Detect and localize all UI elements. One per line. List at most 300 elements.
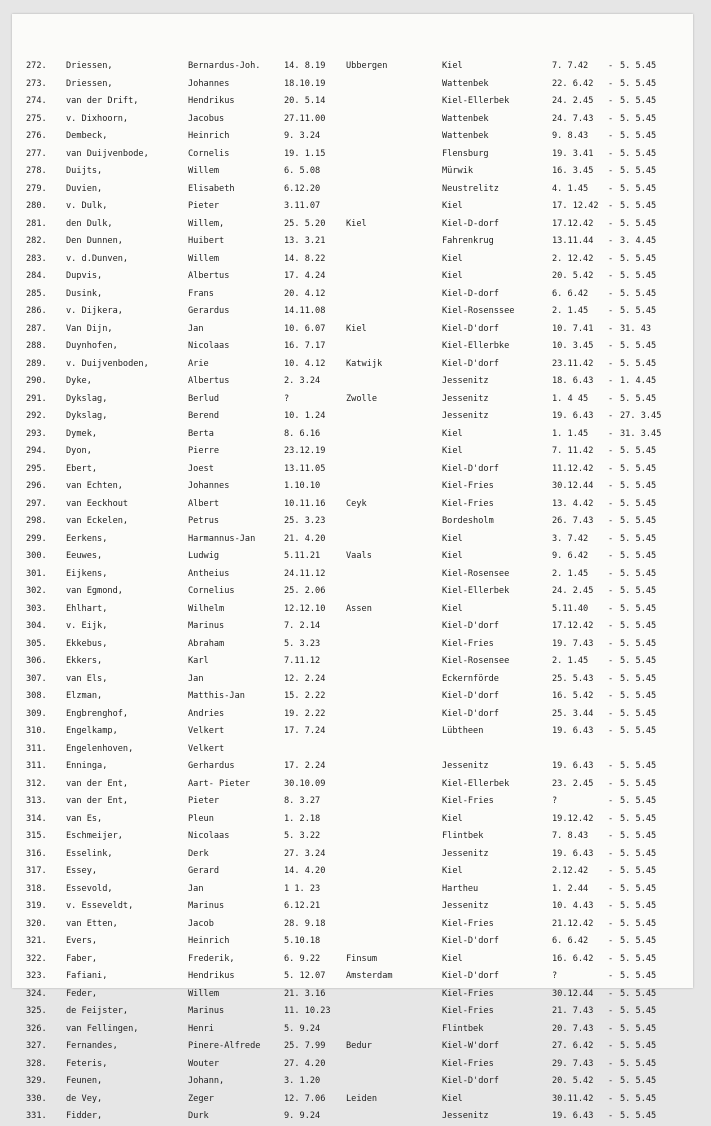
date-to: 5. 5.45	[620, 61, 657, 71]
birth-date: 5. 9.24	[284, 1023, 321, 1034]
surname: Evers,	[66, 936, 98, 946]
surname: van der Drift,	[66, 96, 139, 106]
surname: Engelenhoven,	[66, 743, 134, 754]
date-from: 2. 1.45	[552, 656, 589, 666]
row-number: 303.	[26, 603, 47, 614]
birth-date: 14. 4.20	[284, 866, 326, 876]
table-row	[12, 776, 693, 794]
range-separator: -	[608, 271, 614, 281]
birth-date: 9. 9.24	[284, 1111, 321, 1121]
date-from: 22. 6.42	[552, 78, 594, 89]
date-to: 5. 5.45	[620, 1093, 657, 1104]
camp-location: Kiel-Fries	[442, 498, 494, 509]
date-from: ?	[552, 971, 558, 981]
date-to: 5. 5.45	[620, 1058, 657, 1069]
range-separator: -	[608, 1041, 614, 1051]
date-to: 5. 5.45	[620, 341, 657, 351]
date-to: 5. 5.45	[620, 778, 657, 789]
birth-date: 1. 2.18	[284, 813, 321, 824]
camp-location: Kiel-D'dorf	[442, 323, 499, 334]
date-from: 7. 7.42	[552, 61, 589, 71]
date-to: 5. 5.45	[620, 516, 657, 526]
birthplace: Bedur	[346, 1041, 372, 1051]
date-to: 5. 5.45	[620, 1023, 657, 1034]
range-separator: -	[608, 1076, 614, 1086]
given-name: Hendrikus	[188, 96, 235, 106]
birth-date: 2. 3.24	[284, 376, 321, 386]
table-row	[12, 636, 693, 654]
camp-location: Kiel-Fries	[442, 638, 494, 649]
surname: van Fellingen,	[66, 1023, 139, 1034]
date-from: 3. 7.42	[552, 533, 589, 544]
date-to: 5. 5.45	[620, 831, 657, 841]
surname: v. Eijk,	[66, 621, 108, 631]
birth-date: 6. 5.08	[284, 166, 321, 176]
camp-location: Jessenitz	[442, 376, 489, 386]
surname: van Duijvenbode,	[66, 148, 149, 159]
given-name: Johann,	[188, 1076, 225, 1086]
row-number: 313.	[26, 796, 47, 806]
row-number: 306.	[26, 656, 47, 666]
table-row	[12, 1108, 693, 1126]
date-to: 5. 5.45	[620, 288, 657, 299]
date-from: 24. 2.45	[552, 96, 594, 106]
range-separator: -	[608, 831, 614, 841]
surname: Feunen,	[66, 1076, 103, 1086]
birth-date: 10.11.16	[284, 498, 326, 509]
range-separator: -	[608, 306, 614, 316]
surname: van der Ent,	[66, 778, 129, 789]
date-to: 5. 5.45	[620, 201, 657, 211]
given-name: Albertus	[188, 271, 230, 281]
row-number: 307.	[26, 673, 47, 684]
birth-date: 27. 3.24	[284, 848, 326, 859]
row-number: 296.	[26, 481, 47, 491]
table-row	[12, 198, 693, 216]
date-to: 5. 5.45	[620, 691, 657, 701]
birthplace: Leiden	[346, 1093, 378, 1104]
range-separator: -	[608, 1006, 614, 1016]
birth-date: 10. 1.24	[284, 411, 326, 421]
row-number: 289.	[26, 358, 47, 369]
date-from: 2. 12.42	[552, 253, 594, 264]
range-separator: -	[608, 656, 614, 666]
table-row	[12, 408, 693, 426]
table-row	[12, 583, 693, 601]
date-from: 5.11.40	[552, 603, 589, 614]
given-name: Velkert	[188, 726, 225, 736]
row-number: 322.	[26, 953, 47, 964]
range-separator: -	[608, 428, 614, 439]
row-number: 283.	[26, 253, 47, 264]
given-name: Huibert	[188, 236, 225, 246]
given-name: Nicolaas	[188, 341, 230, 351]
date-from: 1. 4 45	[552, 393, 589, 404]
given-name: Antheius	[188, 568, 230, 579]
range-separator: -	[608, 393, 614, 404]
table-row	[12, 723, 693, 741]
birth-date: 13.11.05	[284, 463, 326, 474]
table-row	[12, 916, 693, 934]
table-row	[12, 968, 693, 986]
date-to: 5. 5.45	[620, 848, 657, 859]
range-separator: -	[608, 953, 614, 964]
row-number: 328.	[26, 1058, 47, 1069]
row-number: 310.	[26, 726, 47, 736]
birth-date: 20. 5.14	[284, 96, 326, 106]
surname: Den Dunnen,	[66, 236, 123, 246]
table-row	[12, 321, 693, 339]
date-from: 9. 8.43	[552, 131, 589, 141]
table-row	[12, 513, 693, 531]
surname: Essey,	[66, 866, 98, 876]
date-to: 5. 5.45	[620, 936, 657, 946]
birth-date: 25. 2.06	[284, 586, 326, 596]
birthplace: Amsterdam	[346, 971, 393, 981]
date-from: 26. 7.43	[552, 516, 594, 526]
birth-date: 6.12.21	[284, 901, 321, 911]
surname: van Eeckhout	[66, 498, 129, 509]
birth-date: 21. 3.16	[284, 988, 326, 999]
date-from: 19. 6.43	[552, 726, 594, 736]
table-row	[12, 618, 693, 636]
birthplace: Zwolle	[346, 393, 378, 404]
row-number: 280.	[26, 201, 47, 211]
camp-location: Kiel-Ellerbke	[442, 341, 510, 351]
given-name: Willem,	[188, 218, 225, 229]
table-row	[12, 478, 693, 496]
date-from: 23. 2.45	[552, 778, 594, 789]
date-from: 10. 4.43	[552, 901, 594, 911]
surname: Dykslag,	[66, 393, 108, 404]
birth-date: 6. 9.22	[284, 953, 321, 964]
range-separator: -	[608, 568, 614, 579]
camp-location: Fahrenkrug	[442, 236, 494, 246]
birth-date: 14. 8.19	[284, 61, 326, 71]
row-number: 319.	[26, 901, 47, 911]
camp-location: Kiel	[442, 813, 463, 824]
given-name: Karl	[188, 656, 209, 666]
surname: Ekkebus,	[66, 638, 108, 649]
date-from: 20. 5.42	[552, 1076, 594, 1086]
range-separator: -	[608, 323, 614, 334]
camp-location: Jessenitz	[442, 1111, 489, 1121]
date-from: 2. 1.45	[552, 306, 589, 316]
surname: van Echten,	[66, 481, 123, 491]
date-to: 5. 5.45	[620, 96, 657, 106]
date-from: 1. 1.45	[552, 428, 589, 439]
range-separator: -	[608, 883, 614, 894]
row-number: 299.	[26, 533, 47, 544]
birth-date: 14.11.08	[284, 306, 326, 316]
surname: v. d.Dunven,	[66, 253, 129, 264]
table-row	[12, 286, 693, 304]
row-number: 317.	[26, 866, 47, 876]
camp-location: Kiel-D'dorf	[442, 463, 499, 474]
date-from: 21.12.42	[552, 918, 594, 929]
surname: Dyon,	[66, 446, 92, 456]
table-row	[12, 1073, 693, 1091]
date-to: 5. 5.45	[620, 481, 657, 491]
row-number: 291.	[26, 393, 47, 404]
table-row	[12, 93, 693, 111]
date-from: 29. 7.43	[552, 1058, 594, 1069]
table-row	[12, 566, 693, 584]
given-name: Willem	[188, 166, 220, 176]
surname: Van Dijn,	[66, 323, 113, 334]
table-row	[12, 828, 693, 846]
table-row	[12, 426, 693, 444]
table-row	[12, 163, 693, 181]
row-number: 311.	[26, 743, 47, 754]
date-to: 5. 5.45	[620, 253, 657, 264]
birth-date: 25. 5.20	[284, 218, 326, 229]
surname: Eschmeijer,	[66, 831, 123, 841]
row-number: 314.	[26, 813, 47, 824]
date-to: 5. 5.45	[620, 796, 657, 806]
given-name: Heinrich	[188, 936, 230, 946]
row-number: 311.	[26, 761, 47, 771]
given-name: Pinere-Alfrede	[188, 1041, 261, 1051]
table-row	[12, 548, 693, 566]
given-name: Marinus	[188, 621, 225, 631]
date-from: 19.12.42	[552, 813, 594, 824]
table-row	[12, 338, 693, 356]
birth-date: 10. 6.07	[284, 323, 326, 334]
table-row	[12, 356, 693, 374]
range-separator: -	[608, 201, 614, 211]
date-to: 5. 5.45	[620, 1076, 657, 1086]
table-row	[12, 793, 693, 811]
given-name: Hendrikus	[188, 971, 235, 981]
birth-date: 30.10.09	[284, 778, 326, 789]
birth-date: 12. 7.06	[284, 1093, 326, 1104]
surname: v. Dulk,	[66, 201, 108, 211]
given-name: Andries	[188, 708, 225, 719]
date-to: 5. 5.45	[620, 148, 657, 159]
date-to: 5. 5.45	[620, 901, 657, 911]
range-separator: -	[608, 638, 614, 649]
birth-date: 7.11.12	[284, 656, 321, 666]
range-separator: -	[608, 726, 614, 736]
birth-date: 18.10.19	[284, 78, 326, 89]
birth-date: 7. 2.14	[284, 621, 321, 631]
row-number: 277.	[26, 148, 47, 159]
date-from: 11.12.42	[552, 463, 594, 474]
range-separator: -	[608, 586, 614, 596]
table-row	[12, 251, 693, 269]
table-row	[12, 811, 693, 829]
camp-location: Kiel	[442, 428, 463, 439]
camp-location: Kiel-Rosenssee	[442, 306, 515, 316]
birth-date: 20. 4.12	[284, 288, 326, 299]
row-number: 324.	[26, 988, 47, 999]
row-number: 286.	[26, 306, 47, 316]
given-name: Harmannus-Jan	[188, 533, 256, 544]
birthplace: Kiel	[346, 218, 367, 229]
date-to: 5. 5.45	[620, 78, 657, 89]
date-to: 27. 3.45	[620, 411, 662, 421]
surname: v. Duijvenboden,	[66, 358, 149, 369]
given-name: Marinus	[188, 901, 225, 911]
row-number: 305.	[26, 638, 47, 649]
given-name: Gerhardus	[188, 761, 235, 771]
range-separator: -	[608, 936, 614, 946]
date-to: 5. 5.45	[620, 218, 657, 229]
row-number: 300.	[26, 551, 47, 561]
birth-date: 27.11.00	[284, 113, 326, 124]
date-from: 10. 3.45	[552, 341, 594, 351]
camp-location: Kiel-W'dorf	[442, 1041, 499, 1051]
camp-location: Kiel	[442, 446, 463, 456]
given-name: Berend	[188, 411, 220, 421]
range-separator: -	[608, 218, 614, 229]
birth-date: 5. 12.07	[284, 971, 326, 981]
birth-date: 8. 6.16	[284, 428, 321, 439]
given-name: Derk	[188, 848, 209, 859]
given-name: Johannes	[188, 78, 230, 89]
given-name: Gerardus	[188, 306, 230, 316]
table-row	[12, 531, 693, 549]
date-from: 19. 7.43	[552, 638, 594, 649]
camp-location: Mürwik	[442, 166, 474, 176]
surname: Fernandes,	[66, 1041, 118, 1051]
birth-date: 19. 1.15	[284, 148, 326, 159]
range-separator: -	[608, 796, 614, 806]
row-number: 304.	[26, 621, 47, 631]
surname: van Es,	[66, 813, 103, 824]
range-separator: -	[608, 96, 614, 106]
document-page	[12, 14, 693, 1121]
birthplace: Kiel	[346, 323, 367, 334]
surname: van der Ent,	[66, 796, 129, 806]
given-name: Pierre	[188, 446, 220, 456]
table-row	[12, 76, 693, 94]
surname: Driessen,	[66, 61, 113, 71]
row-number: 294.	[26, 446, 47, 456]
given-name: Abraham	[188, 638, 225, 649]
table-row	[12, 951, 693, 969]
surname: Ekkers,	[66, 656, 103, 666]
range-separator: -	[608, 533, 614, 544]
date-from: 16. 5.42	[552, 691, 594, 701]
camp-location: Kiel-Ellerbek	[442, 96, 510, 106]
surname: Enninga,	[66, 761, 108, 771]
given-name: Pleun	[188, 813, 214, 824]
given-name: Aart- Pieter	[188, 778, 251, 789]
camp-location: Kiel-D'dorf	[442, 358, 499, 369]
table-row	[12, 671, 693, 689]
table-row	[12, 1056, 693, 1074]
given-name: Jacob	[188, 918, 214, 929]
table-row	[12, 933, 693, 951]
date-to: 5. 5.45	[620, 393, 657, 404]
given-name: Frans	[188, 288, 214, 299]
table-row	[12, 233, 693, 251]
range-separator: -	[608, 551, 614, 561]
camp-location: Kiel	[442, 1093, 463, 1104]
row-number: 298.	[26, 516, 47, 526]
given-name: Jan	[188, 673, 204, 684]
range-separator: -	[608, 236, 614, 246]
birthplace: Finsum	[346, 953, 378, 964]
surname: Engbrenghof,	[66, 708, 129, 719]
date-to: 5. 5.45	[620, 673, 657, 684]
date-to: 5. 5.45	[620, 498, 657, 509]
table-row	[12, 1038, 693, 1056]
row-number: 330.	[26, 1093, 47, 1104]
row-number: 292.	[26, 411, 47, 421]
table-row	[12, 268, 693, 286]
given-name: Marinus	[188, 1006, 225, 1016]
range-separator: -	[608, 341, 614, 351]
row-number: 321.	[26, 936, 47, 946]
camp-location: Kiel	[442, 61, 463, 71]
surname: Fafiani,	[66, 971, 108, 981]
range-separator: -	[608, 813, 614, 824]
date-from: 25. 5.43	[552, 673, 594, 684]
camp-location: Wattenbek	[442, 113, 489, 124]
birth-date: 17. 4.24	[284, 271, 326, 281]
surname: Ebert,	[66, 463, 98, 474]
date-from: 9. 6.42	[552, 551, 589, 561]
date-to: 5. 5.45	[620, 533, 657, 544]
range-separator: -	[608, 621, 614, 631]
date-to: 5. 5.45	[620, 761, 657, 771]
given-name: Petrus	[188, 516, 220, 526]
date-to: 5. 5.45	[620, 726, 657, 736]
surname: v. Dijkera,	[66, 306, 123, 316]
birth-date: 28. 9.18	[284, 918, 326, 929]
date-to: 5. 5.45	[620, 621, 657, 631]
register-table	[12, 58, 693, 1126]
given-name: Cornelius	[188, 586, 235, 596]
birthplace: Vaals	[346, 551, 372, 561]
date-to: 5. 5.45	[620, 708, 657, 719]
range-separator: -	[608, 778, 614, 789]
surname: Dyke,	[66, 376, 92, 386]
table-row	[12, 706, 693, 724]
row-number: 302.	[26, 586, 47, 596]
birth-date: 12.12.10	[284, 603, 326, 614]
row-number: 293.	[26, 428, 47, 439]
camp-location: Kiel	[442, 551, 463, 561]
birth-date: 5.11.21	[284, 551, 321, 561]
given-name: Frederik,	[188, 953, 235, 964]
table-row	[12, 146, 693, 164]
row-number: 282.	[26, 236, 47, 246]
date-from: 2. 1.45	[552, 568, 589, 579]
birth-date: 1 1. 23	[284, 883, 321, 894]
camp-location: Kiel	[442, 253, 463, 264]
row-number: 318.	[26, 883, 47, 894]
birth-date: 8. 3.27	[284, 796, 321, 806]
birth-date: 19. 2.22	[284, 708, 326, 719]
given-name: Berlud	[188, 393, 220, 404]
surname: Feder,	[66, 988, 98, 999]
date-from: 6. 6.42	[552, 288, 589, 299]
surname: Fidder,	[66, 1111, 103, 1121]
date-to: 5. 5.45	[620, 463, 657, 474]
range-separator: -	[608, 691, 614, 701]
camp-location: Flensburg	[442, 148, 489, 159]
table-row	[12, 461, 693, 479]
birthplace: Ceyk	[346, 498, 367, 509]
date-from: 21. 7.43	[552, 1006, 594, 1016]
range-separator: -	[608, 1058, 614, 1069]
camp-location: Wattenbek	[442, 131, 489, 141]
surname: de Vey,	[66, 1093, 103, 1104]
